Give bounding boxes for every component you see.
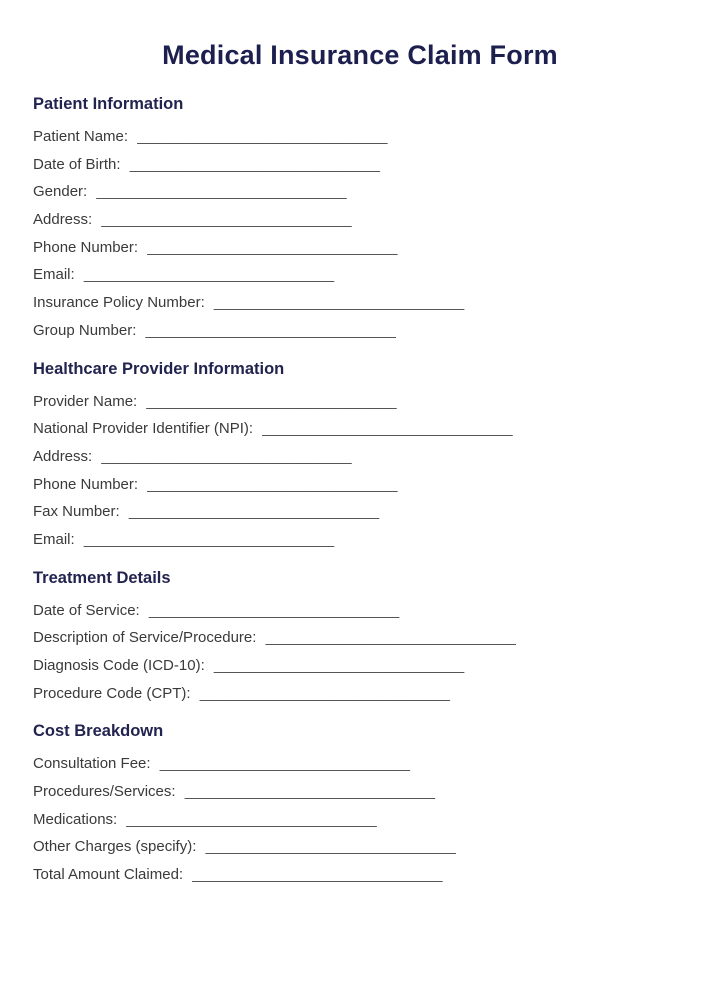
section-cost-breakdown <box>33 721 687 888</box>
field-provider-name <box>33 388 687 416</box>
consultation-fee-label: Consultation Fee: <box>33 755 151 773</box>
date-of-service-label: Date of Service: <box>33 601 140 619</box>
field-patient-phone-number <box>33 234 687 262</box>
provider-name-fill-line[interactable]: ______________________________ <box>146 392 397 410</box>
date-of-birth-fill-line[interactable]: ______________________________ <box>129 155 380 173</box>
field-patient-address <box>33 206 687 234</box>
total-amount-claimed-label: Total Amount Claimed: <box>33 866 184 884</box>
provider-phone-number-fill-line[interactable]: ______________________________ <box>147 475 398 493</box>
field-group-number <box>33 317 687 345</box>
field-provider-email <box>33 526 687 554</box>
provider-name-label: Provider Name: <box>33 392 138 410</box>
field-insurance-policy-number <box>33 289 687 317</box>
insurance-policy-number-fill-line[interactable]: ______________________________ <box>213 294 465 312</box>
section-heading-treatment-details: Treatment Details <box>33 568 171 587</box>
healthcare-provider-fields <box>33 388 687 554</box>
field-total-amount-claimed <box>33 861 687 889</box>
provider-phone-number-label: Phone Number: <box>33 475 139 493</box>
date-of-birth-label: Date of Birth: <box>33 155 121 173</box>
section-healthcare-provider-information <box>33 359 687 554</box>
date-of-service-fill-line[interactable]: ______________________________ <box>148 601 400 619</box>
gender-label: Gender: <box>33 183 88 201</box>
npi-fill-line[interactable]: ______________________________ <box>262 420 513 438</box>
field-patient-email <box>33 261 687 289</box>
provider-address-fill-line[interactable]: ______________________________ <box>101 447 352 465</box>
section-patient-information <box>33 94 687 345</box>
field-medications <box>33 806 687 834</box>
field-provider-phone-number <box>33 471 687 499</box>
diagnosis-code-fill-line[interactable]: ______________________________ <box>213 657 465 674</box>
field-consultation-fee <box>33 750 687 778</box>
group-number-fill-line[interactable]: ______________________________ <box>145 321 396 339</box>
section-treatment-details <box>33 568 687 708</box>
procedure-code-label: Procedure Code (CPT): <box>33 684 191 702</box>
fax-number-fill-line[interactable]: ______________________________ <box>128 503 380 521</box>
procedures-services-label: Procedures/Services: <box>33 783 176 801</box>
patient-name-label: Patient Name: <box>33 128 129 145</box>
consultation-fee-fill-line[interactable]: ______________________________ <box>159 755 411 773</box>
npi-label: National Provider Identifier (NPI): <box>33 420 254 438</box>
field-date-of-birth <box>33 151 687 179</box>
section-heading-healthcare-provider-information: Healthcare Provider Information <box>33 359 285 378</box>
provider-address-label: Address: <box>33 447 93 465</box>
field-description-of-service <box>33 624 687 652</box>
insurance-policy-number-label: Insurance Policy Number: <box>33 294 205 312</box>
field-procedure-code <box>33 680 687 708</box>
field-fax-number <box>33 498 687 526</box>
patient-email-label: Email: <box>33 266 75 284</box>
cost-breakdown-fields <box>33 750 687 888</box>
patient-address-fill-line[interactable]: ______________________________ <box>101 211 352 229</box>
procedure-code-fill-line[interactable]: ______________________________ <box>199 684 451 702</box>
field-patient-name <box>33 123 687 151</box>
section-heading-cost-breakdown: Cost Breakdown <box>33 722 164 741</box>
group-number-label: Group Number: <box>33 321 137 339</box>
field-gender <box>33 178 687 206</box>
patient-phone-number-fill-line[interactable]: ______________________________ <box>147 238 398 256</box>
field-date-of-service <box>33 597 687 625</box>
field-other-charges <box>33 833 687 861</box>
medications-label: Medications: <box>33 810 118 828</box>
form-title: Medical Insurance Claim Form <box>162 40 558 70</box>
patient-information-fields <box>33 123 687 345</box>
other-charges-label: Other Charges (specify): <box>33 838 197 856</box>
gender-fill-line[interactable]: ______________________________ <box>96 183 347 201</box>
patient-address-label: Address: <box>33 211 93 229</box>
section-heading-patient-information: Patient Information <box>33 95 184 113</box>
field-procedures-services <box>33 778 687 806</box>
field-provider-address <box>33 443 687 471</box>
description-of-service-fill-line[interactable]: ______________________________ <box>265 629 516 647</box>
field-diagnosis-code <box>33 652 687 680</box>
total-amount-claimed-fill-line[interactable]: ______________________________ <box>192 866 443 884</box>
provider-email-label: Email: <box>33 530 75 548</box>
patient-email-fill-line[interactable]: ______________________________ <box>83 266 335 284</box>
description-of-service-label: Description of Service/Procedure: <box>33 629 257 647</box>
patient-name-fill-line[interactable]: ______________________________ <box>137 128 388 145</box>
provider-email-fill-line[interactable]: ______________________________ <box>83 530 335 548</box>
fax-number-label: Fax Number: <box>33 503 120 521</box>
medications-fill-line[interactable]: ______________________________ <box>126 810 377 828</box>
field-npi <box>33 415 687 443</box>
procedures-services-fill-line[interactable]: ______________________________ <box>184 783 436 801</box>
diagnosis-code-label: Diagnosis Code (ICD-10): <box>33 657 205 674</box>
other-charges-fill-line[interactable]: ______________________________ <box>205 838 456 856</box>
treatment-details-fields <box>33 597 687 708</box>
patient-phone-number-label: Phone Number: <box>33 238 139 256</box>
